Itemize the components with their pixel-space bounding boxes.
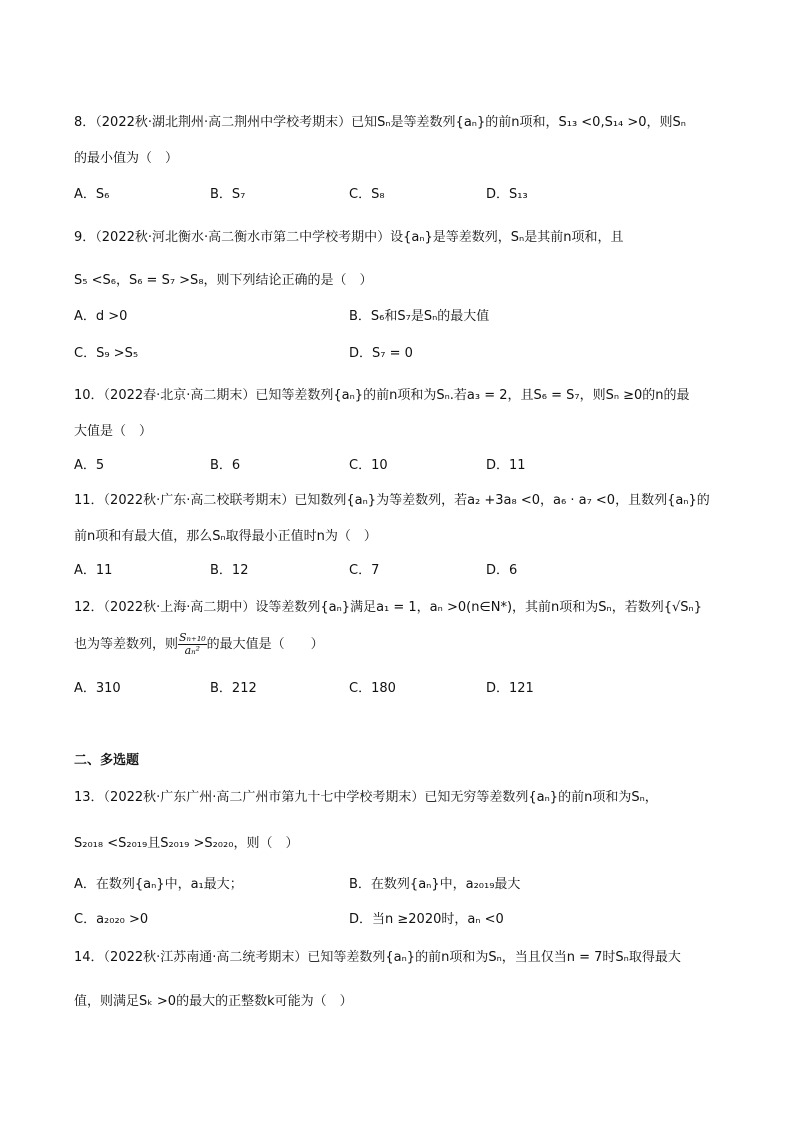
q13-option-b: B．在数列{aₙ}中，a₂₀₁₉最大 [349, 877, 521, 892]
q13-stem-line1: 13．（2022秋·广东广州·高二广州市第九十七中学校考期末）已知无穷等差数列{aₙ}的前n项和为Sₙ， [74, 790, 658, 805]
q12-option-c: C．180 [349, 681, 396, 696]
q9-stem-line1: 9．（2022秋·河北衡水·高二衡水市第二中学校考期中）设{aₙ}是等差数列，Sₙ是其前n项和，且 [74, 230, 624, 245]
q10-option-a: A．5 [74, 458, 105, 473]
q8-stem-line2: 的最小值为（ ） [74, 151, 179, 166]
q9-option-b: B．S₆和S₇是Sₙ的最大值 [349, 309, 490, 324]
q11-option-a: A．11 [74, 563, 113, 578]
q12-option-a: A．310 [74, 681, 121, 696]
q9-option-a: A．d >0 [74, 309, 128, 324]
q10-stem-line1: 10．（2022春·北京·高二期末）已知等差数列{aₙ}的前n项和为Sₙ.若a₃ = 2，且S₆ = S₇，则Sₙ ≥0的n的最 [74, 388, 690, 403]
q10-stem-line2: 大值是（ ） [74, 424, 153, 439]
q12-stem-line1: 12．（2022秋·上海·高二期中）设等差数列{aₙ}满足a₁ = 1，aₙ >0(n∈N*)，其前n项和为Sₙ，若数列{√Sₙ} [74, 600, 702, 615]
q14-stem-line2: 值，则满足Sₖ >0的最大的正整数k可能为（ ） [74, 994, 353, 1009]
q8-stem-line1: 8．（2022秋·湖北荆州·高二荆州中学校考期末）已知Sₙ是等差数列{aₙ}的前n项和，S₁₃ <0,S₁₄ >0，则Sₙ [74, 115, 686, 130]
q11-option-c: C．7 [349, 563, 380, 578]
q9-option-d: D．S₇ = 0 [349, 346, 413, 361]
q12-stem-line2 [74, 632, 324, 657]
q11-stem-line1: 11．（2022秋·广东·高二校联考期末）已知数列{aₙ}为等差数列，若a₂ +3a₈ <0，a₆ · a₇ <0，且数列{aₙ}的 [74, 493, 710, 508]
q12-option-b: B．212 [210, 681, 257, 696]
q10-option-d: D．11 [486, 458, 526, 473]
q12-option-d: D．121 [486, 681, 534, 696]
q14-stem-line1: 14．（2022秋·江苏南通·高二统考期末）已知等差数列{aₙ}的前n项和为Sₙ，当且仅当n = 7时Sₙ取得最大 [74, 950, 681, 965]
q8-option-a: A．S₆ [74, 187, 110, 202]
q13-stem-line2: S₂₀₁₈ <S₂₀₁₉且S₂₀₁₉ >S₂₀₂₀，则（ ） [74, 836, 299, 851]
section-title-multiple-choice: 二、多选题 [74, 753, 140, 768]
q13-option-a: A．在数列{aₙ}中，a₁最大； [74, 877, 243, 892]
q9-option-c: C．S₉ >S₅ [74, 346, 139, 361]
q9-stem-line2: S₅ <S₆，S₆ = S₇ >S₈，则下列结论正确的是（ ） [74, 273, 373, 288]
q11-stem-line2: 前n项和有最大值，那么Sₙ取得最小正值时n为（ ） [74, 529, 377, 544]
q8-option-c: C．S₈ [349, 187, 385, 202]
q10-option-b: B．6 [210, 458, 241, 473]
q8-option-b: B．S₇ [210, 187, 246, 202]
q12-fraction-denominator: aₙ² [184, 644, 201, 657]
q11-option-d: D．6 [486, 563, 518, 578]
q13-option-c: C．a₂₀₂₀ >0 [74, 912, 149, 927]
q10-option-c: C．10 [349, 458, 388, 473]
q12-fraction-numerator: Sₙ₊₁₀ [179, 631, 206, 644]
q12-fraction [178, 632, 207, 657]
q12-stem-line2-pre: 也为等差数列，则 [74, 637, 179, 652]
q8-option-d: D．S₁₃ [486, 187, 528, 202]
q12-stem-line2-post: 的最大值是（ ） [206, 637, 324, 652]
q11-option-b: B．12 [210, 563, 249, 578]
q13-option-d: D．当n ≥2020时，aₙ <0 [349, 912, 504, 927]
